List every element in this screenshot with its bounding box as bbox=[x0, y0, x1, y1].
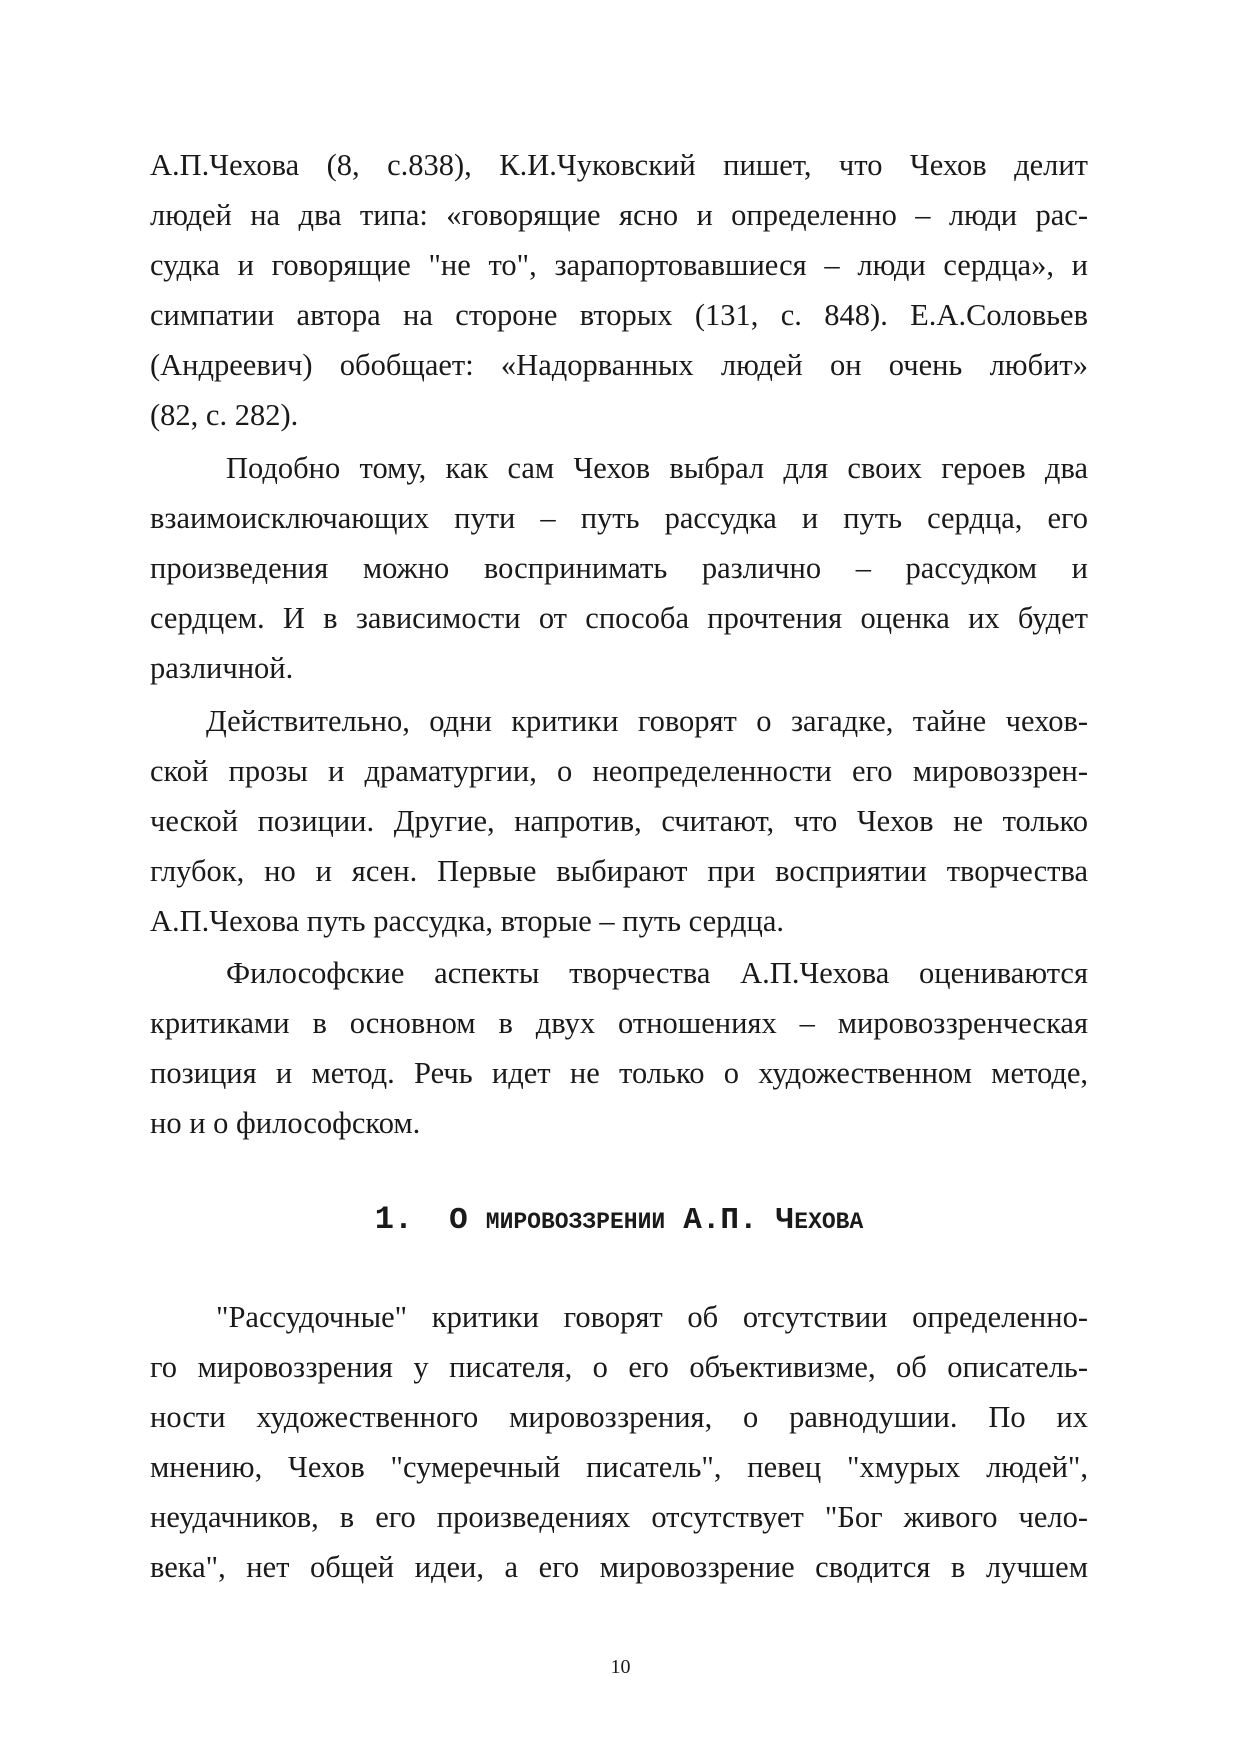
text-line: неудачников, в его произведениях отсутствует "Бог живого чело- bbox=[150, 1500, 1088, 1534]
text-line: позиция и метод. Речь идет не только о художественном методе, bbox=[150, 1056, 1088, 1090]
text-line: Действительно, одни критики говорят о загадке, тайне чехов- bbox=[206, 704, 1088, 738]
text-line: (Андреевич) обобщает: «Надорванных людей он очень любит» bbox=[150, 348, 1088, 382]
page-number: 10 bbox=[610, 1656, 631, 1678]
text-line: ности художественного мировоззрения, о равнодушии. По их bbox=[150, 1400, 1088, 1434]
text-line: критиками в основном в двух отношениях – мировоззренческая bbox=[150, 1006, 1088, 1040]
heading-word: МИРОВОЗЗРЕНИИ bbox=[485, 1209, 666, 1235]
heading-word: О bbox=[449, 1203, 468, 1238]
text-line: симпатии автора на стороне вторых (131, с. 848). Е.А.Соловьев bbox=[150, 298, 1088, 332]
paragraph-4 bbox=[150, 948, 1088, 1148]
text-line: произведения можно воспринимать различно – рассудком и bbox=[150, 551, 1088, 585]
paragraph-1 bbox=[150, 140, 1088, 440]
paragraph-3 bbox=[150, 696, 1088, 946]
text-line: глубок, но и ясен. Первые выбирают при восприятии творчества bbox=[150, 854, 1088, 888]
heading-word: ЕХОВА bbox=[794, 1209, 864, 1235]
paragraph-2 bbox=[150, 443, 1088, 693]
text-line: сердцем. И в зависимости от способа прочтения оценка их будет bbox=[150, 601, 1088, 635]
text-line: взаимоисключающих пути – путь рассудка и путь сердца, его bbox=[150, 501, 1088, 535]
text-line: Философские аспекты творчества А.П.Чехова оцениваются bbox=[226, 956, 1088, 990]
heading-word: Ч bbox=[775, 1203, 795, 1238]
text-line: мнению, Чехов "сумеречный писатель", певец "хмурых людей", bbox=[150, 1450, 1088, 1484]
text-line: (82, с. 282). bbox=[150, 398, 299, 432]
heading-word: А.П. bbox=[683, 1203, 758, 1238]
text-line: Подобно тому, как сам Чехов выбрал для своих героев два bbox=[226, 451, 1088, 485]
text-line: го мировоззрения у писателя, о его объективизме, об описатель- bbox=[150, 1350, 1088, 1384]
heading-number: 1. bbox=[374, 1201, 414, 1238]
text-line: "Рассудочные" критики говорят об отсутствии определенно- bbox=[216, 1300, 1088, 1334]
text-line: людей на два типа: «говорящие ясно и определенно – люди рас- bbox=[150, 198, 1088, 232]
text-line: но и о философском. bbox=[150, 1106, 421, 1140]
text-line: судка и говорящие "не то", зарапортовавшиеся – люди сердца», и bbox=[150, 248, 1088, 282]
text-line: века", нет общей идеи, а его мировоззрение сводится в лучшем bbox=[150, 1550, 1088, 1584]
section-heading bbox=[150, 1195, 1088, 1245]
paragraph-5 bbox=[150, 1292, 1088, 1592]
text-line: различной. bbox=[150, 651, 294, 685]
text-line: А.П.Чехова путь рассудка, вторые – путь сердца. bbox=[150, 904, 784, 938]
text-line: ческой позиции. Другие, напротив, считают, что Чехов не только bbox=[150, 804, 1088, 838]
text-line: ской прозы и драматургии, о неопределенности его мировоззрен- bbox=[150, 754, 1088, 788]
text-line: А.П.Чехова (8, с.838), К.И.Чуковский пишет, что Чехов делит bbox=[150, 148, 1088, 182]
